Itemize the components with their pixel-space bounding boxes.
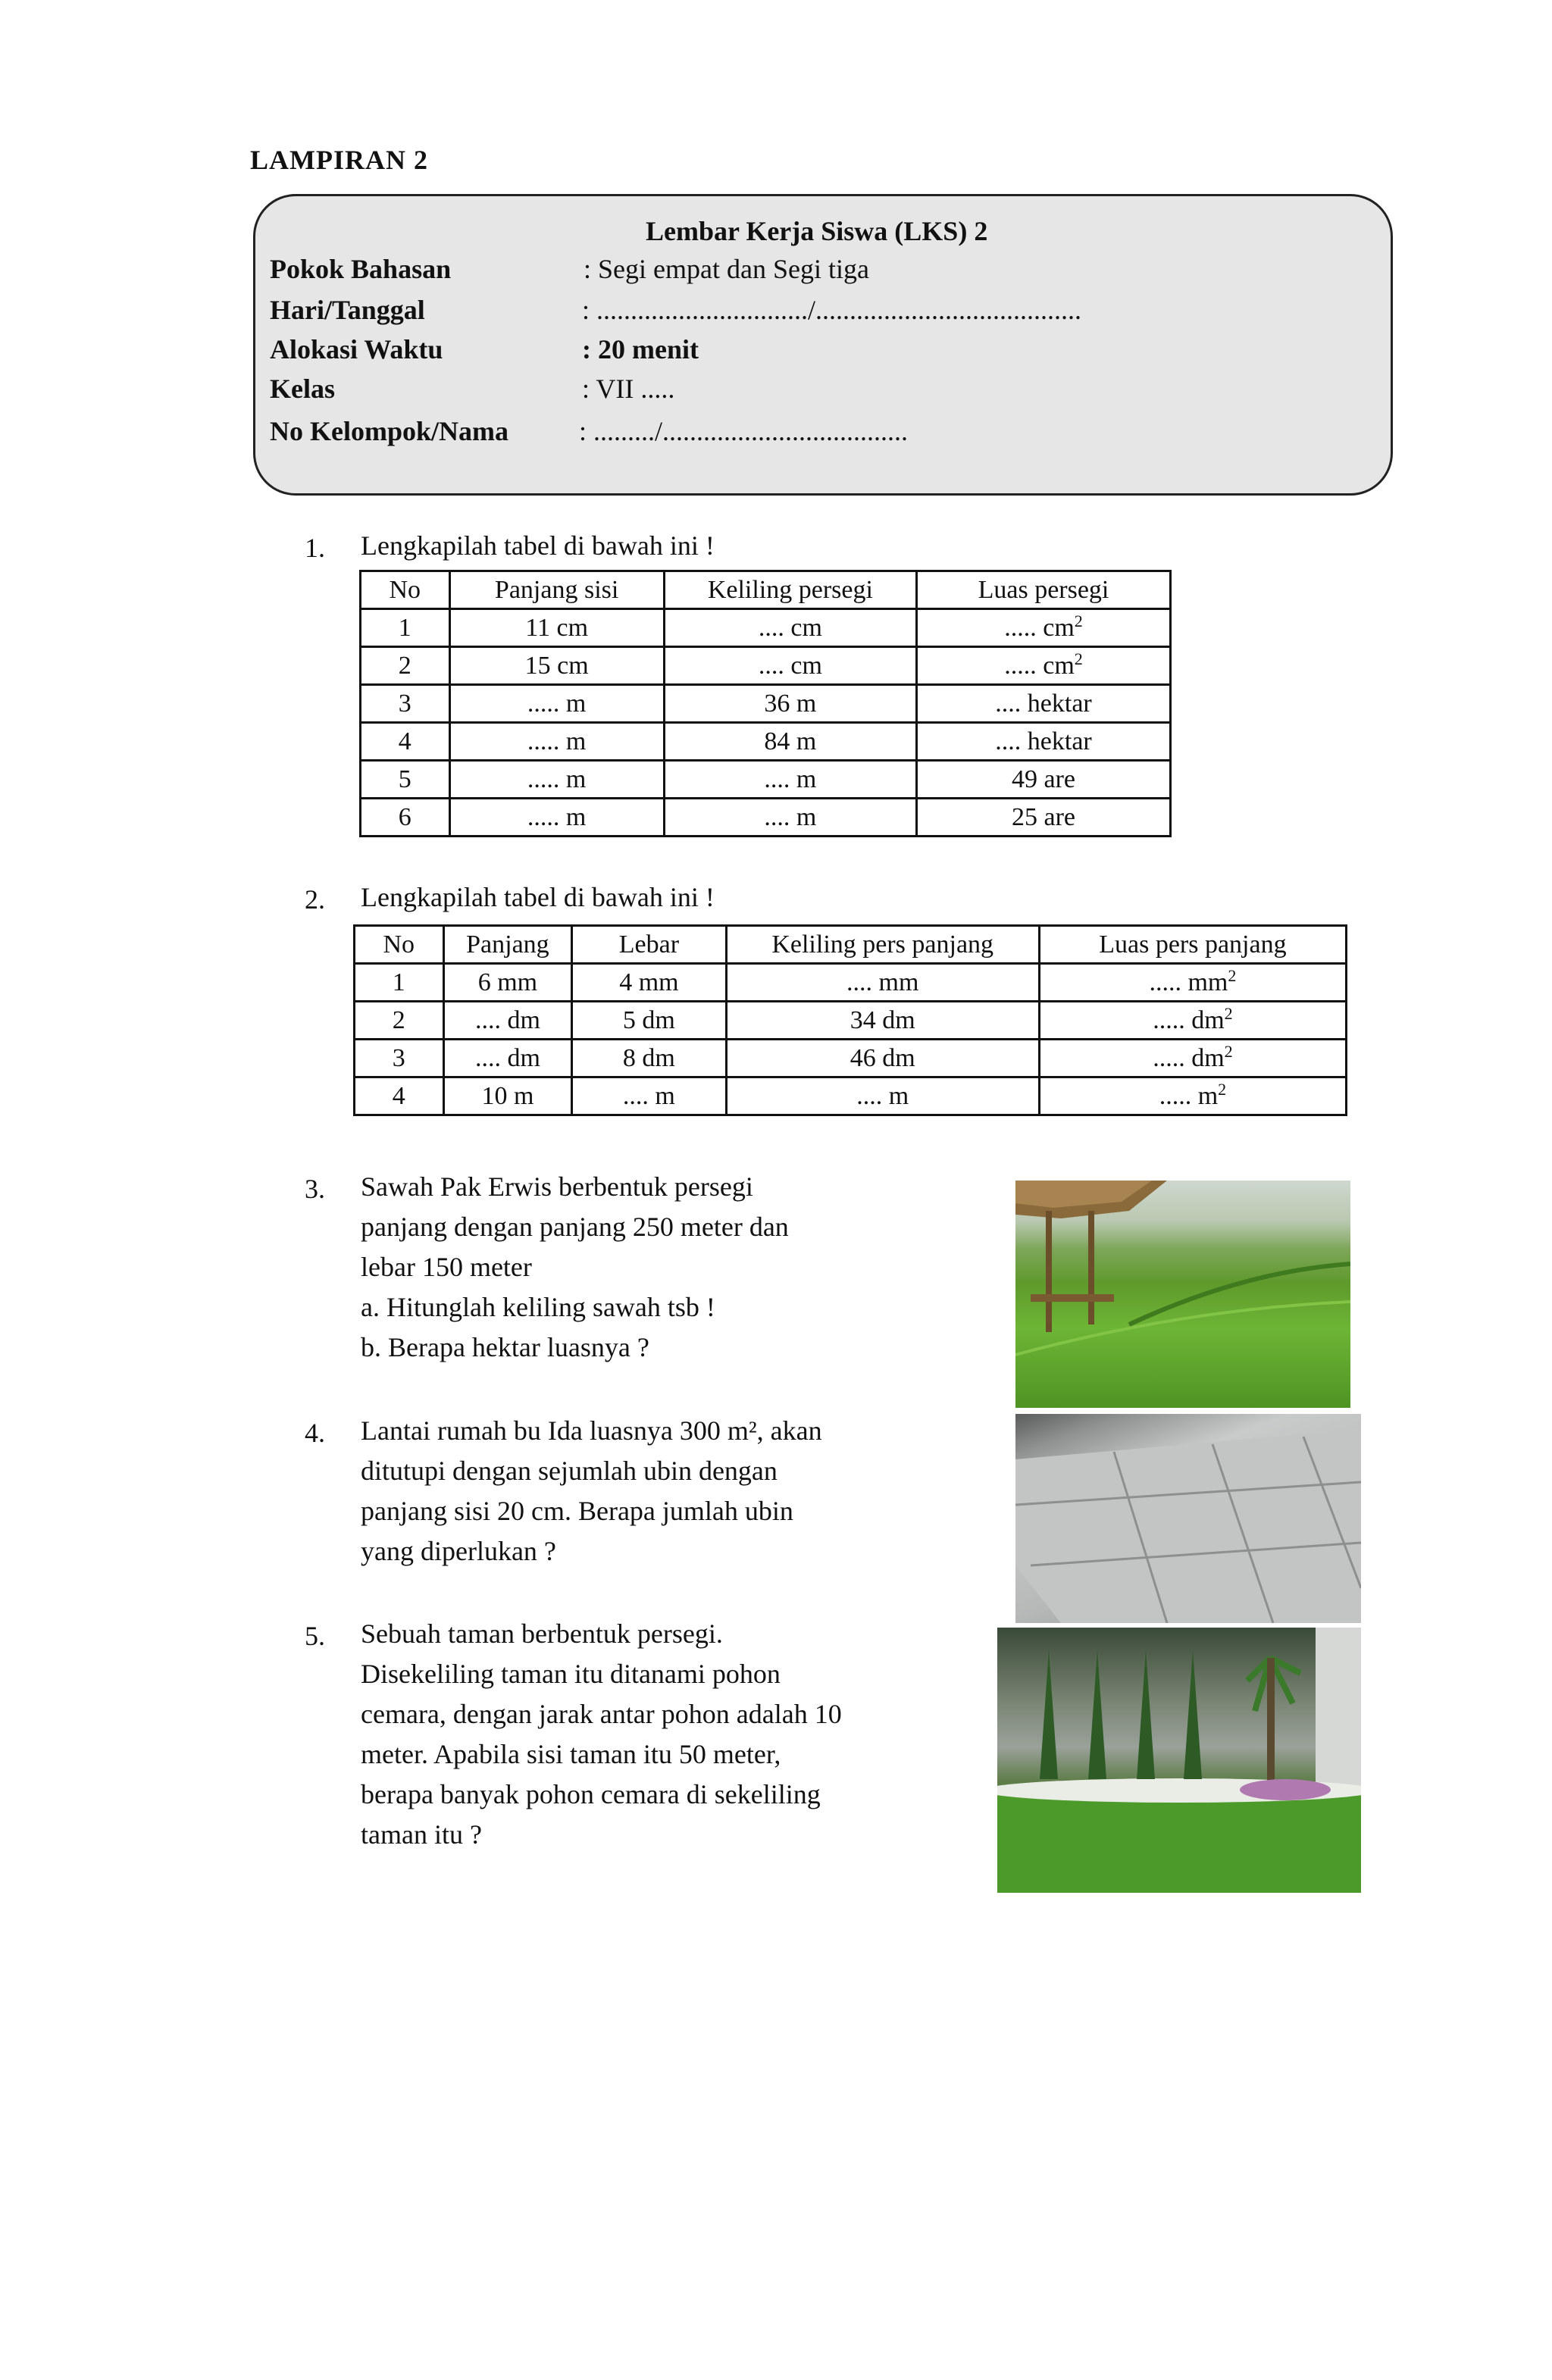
table-cell[interactable]: .... hektar bbox=[917, 685, 1171, 723]
cell-exponent: 2 bbox=[1218, 1079, 1227, 1099]
table-row bbox=[361, 799, 1171, 837]
cell-text: ..... cm bbox=[1004, 651, 1075, 680]
question-3-number: 3. bbox=[305, 1174, 325, 1204]
table-cell[interactable] bbox=[1039, 1040, 1346, 1077]
table-row bbox=[355, 1077, 1347, 1115]
question-3-line: lebar 150 meter bbox=[361, 1252, 532, 1282]
cell-text: ..... m bbox=[1159, 1081, 1219, 1110]
table-cell[interactable]: 11 cm bbox=[449, 609, 664, 647]
question-4-line: panjang sisi 20 cm. Berapa jumlah ubin bbox=[361, 1496, 793, 1526]
question-5-line: Disekeliling taman itu ditanami pohon bbox=[361, 1659, 781, 1689]
cell-text: ..... cm bbox=[1004, 613, 1075, 642]
question-5-line: Sebuah taman berbentuk persegi. bbox=[361, 1618, 723, 1649]
table-cell[interactable]: ..... m bbox=[449, 799, 664, 837]
header-cell: Keliling pers panjang bbox=[726, 926, 1039, 964]
table-cell[interactable]: .... m bbox=[664, 799, 916, 837]
question-1-text: Lengkapilah tabel di bawah ini ! bbox=[361, 530, 715, 561]
table-cell[interactable]: 10 m bbox=[443, 1077, 572, 1115]
cell-exponent: 2 bbox=[1224, 1003, 1233, 1023]
table-cell[interactable]: 4 bbox=[361, 723, 450, 761]
table-cell[interactable]: 3 bbox=[361, 685, 450, 723]
table-header-row bbox=[361, 571, 1171, 609]
info-value-date: : .............................../....................................... bbox=[582, 295, 1082, 325]
question-3-line: a. Hitunglah keliling sawah tsb ! bbox=[361, 1292, 715, 1322]
table-cell[interactable]: 49 are bbox=[917, 761, 1171, 799]
table-cell[interactable]: 4 mm bbox=[572, 964, 726, 1002]
table-rectangle bbox=[353, 924, 1347, 1116]
cell-text: ..... dm bbox=[1153, 1043, 1225, 1072]
table-cell[interactable]: 8 dm bbox=[572, 1040, 726, 1077]
header-cell: Lebar bbox=[572, 926, 726, 964]
table-row bbox=[355, 964, 1347, 1002]
table-cell[interactable]: 15 cm bbox=[449, 647, 664, 685]
question-3-line: b. Berapa hektar luasnya ? bbox=[361, 1332, 649, 1362]
table-cell[interactable]: .... dm bbox=[443, 1040, 572, 1077]
table-cell[interactable]: .... cm bbox=[664, 647, 916, 685]
table-row bbox=[361, 685, 1171, 723]
cell-text: ..... mm bbox=[1149, 968, 1228, 996]
floor-tiles-illustration bbox=[1015, 1414, 1361, 1623]
table-row bbox=[355, 1040, 1347, 1077]
info-value-class: : VII ..... bbox=[582, 374, 675, 404]
question-2-number: 2. bbox=[305, 884, 325, 915]
table-header-row bbox=[355, 926, 1347, 964]
info-value-group: : ........./.................................... bbox=[579, 416, 909, 446]
cell-exponent: 2 bbox=[1074, 649, 1083, 668]
header-cell: Keliling persegi bbox=[664, 571, 916, 609]
cell-text: ..... dm bbox=[1153, 1005, 1225, 1034]
header-cell: Panjang sisi bbox=[449, 571, 664, 609]
info-label-group: No Kelompok/Nama bbox=[270, 416, 508, 446]
header-cell: Luas pers panjang bbox=[1039, 926, 1346, 964]
table-cell[interactable]: 3 bbox=[355, 1040, 444, 1077]
table-cell[interactable]: 4 bbox=[355, 1077, 444, 1115]
cell-exponent: 2 bbox=[1224, 1041, 1233, 1061]
cell-exponent: 2 bbox=[1228, 965, 1237, 985]
table-cell[interactable]: 36 m bbox=[664, 685, 916, 723]
table-cell[interactable]: .... mm bbox=[726, 964, 1039, 1002]
info-value-topic: : Segi empat dan Segi tiga bbox=[584, 254, 869, 284]
table-cell[interactable] bbox=[1039, 1002, 1346, 1040]
header-cell: Luas persegi bbox=[917, 571, 1171, 609]
table-cell[interactable]: 1 bbox=[355, 964, 444, 1002]
table-square bbox=[359, 570, 1172, 837]
rice-field-illustration bbox=[1015, 1181, 1350, 1408]
table-cell[interactable] bbox=[1039, 1077, 1346, 1115]
table-cell[interactable]: .... m bbox=[726, 1077, 1039, 1115]
garden-illustration bbox=[997, 1628, 1361, 1893]
table-cell[interactable]: ..... m bbox=[449, 761, 664, 799]
worksheet-title: Lembar Kerja Siswa (LKS) 2 bbox=[646, 216, 988, 246]
table-cell[interactable]: 6 mm bbox=[443, 964, 572, 1002]
table-cell[interactable]: 2 bbox=[355, 1002, 444, 1040]
header-cell: Panjang bbox=[443, 926, 572, 964]
info-label-time: Alokasi Waktu bbox=[270, 334, 443, 364]
table-row bbox=[361, 647, 1171, 685]
question-4-line: ditutupi dengan sejumlah ubin dengan bbox=[361, 1456, 778, 1486]
table-cell[interactable]: .... dm bbox=[443, 1002, 572, 1040]
question-1-number: 1. bbox=[305, 533, 325, 563]
table-cell[interactable]: 46 dm bbox=[726, 1040, 1039, 1077]
rice-field-photo bbox=[1015, 1181, 1350, 1408]
question-5-line: meter. Apabila sisi taman itu 50 meter, bbox=[361, 1739, 781, 1769]
header-cell: No bbox=[355, 926, 444, 964]
question-4-line: Lantai rumah bu Ida luasnya 300 m², akan bbox=[361, 1415, 822, 1446]
question-4-number: 4. bbox=[305, 1418, 325, 1448]
garden-photo bbox=[997, 1628, 1361, 1893]
cell-exponent: 2 bbox=[1074, 611, 1083, 630]
table-cell[interactable] bbox=[917, 647, 1171, 685]
table-cell[interactable] bbox=[917, 609, 1171, 647]
question-3-line: panjang dengan panjang 250 meter dan bbox=[361, 1212, 789, 1242]
question-3-line: Sawah Pak Erwis berbentuk persegi bbox=[361, 1171, 753, 1202]
table-cell[interactable]: .... hektar bbox=[917, 723, 1171, 761]
table-cell[interactable]: .... m bbox=[664, 761, 916, 799]
info-label-topic: Pokok Bahasan bbox=[270, 254, 452, 284]
table-cell[interactable]: 6 bbox=[361, 799, 450, 837]
question-3-text bbox=[361, 1167, 789, 1368]
table-cell[interactable]: .... cm bbox=[664, 609, 916, 647]
table-cell[interactable]: 1 bbox=[361, 609, 450, 647]
table-cell[interactable]: 25 are bbox=[917, 799, 1171, 837]
question-2-text: Lengkapilah tabel di bawah ini ! bbox=[361, 882, 715, 912]
question-5-line: cemara, dengan jarak antar pohon adalah 10 bbox=[361, 1699, 842, 1729]
question-5-line: taman itu ? bbox=[361, 1819, 482, 1850]
header-cell: No bbox=[361, 571, 450, 609]
table-cell[interactable]: 34 dm bbox=[726, 1002, 1039, 1040]
question-4-line: yang diperlukan ? bbox=[361, 1536, 556, 1566]
table-row bbox=[361, 723, 1171, 761]
table-cell[interactable]: 5 dm bbox=[572, 1002, 726, 1040]
info-label-date: Hari/Tanggal bbox=[270, 295, 425, 325]
table-cell[interactable]: 2 bbox=[361, 647, 450, 685]
info-label-class: Kelas bbox=[270, 374, 335, 404]
floor-tiles-photo bbox=[1015, 1414, 1361, 1623]
question-4-text bbox=[361, 1411, 822, 1572]
question-5-number: 5. bbox=[305, 1621, 325, 1651]
table-cell[interactable]: ..... m bbox=[449, 685, 664, 723]
table-cell[interactable]: 84 m bbox=[664, 723, 916, 761]
table-cell[interactable] bbox=[1039, 964, 1346, 1002]
question-5-text bbox=[361, 1614, 842, 1855]
table-cell[interactable]: .... m bbox=[572, 1077, 726, 1115]
table-row bbox=[361, 761, 1171, 799]
question-5-line: berapa banyak pohon cemara di sekeliling bbox=[361, 1779, 821, 1809]
info-value-time: : 20 menit bbox=[582, 334, 699, 364]
table-cell[interactable]: 5 bbox=[361, 761, 450, 799]
table-row bbox=[361, 609, 1171, 647]
appendix-heading: LAMPIRAN 2 bbox=[250, 145, 428, 175]
table-row bbox=[355, 1002, 1347, 1040]
table-cell[interactable]: ..... m bbox=[449, 723, 664, 761]
